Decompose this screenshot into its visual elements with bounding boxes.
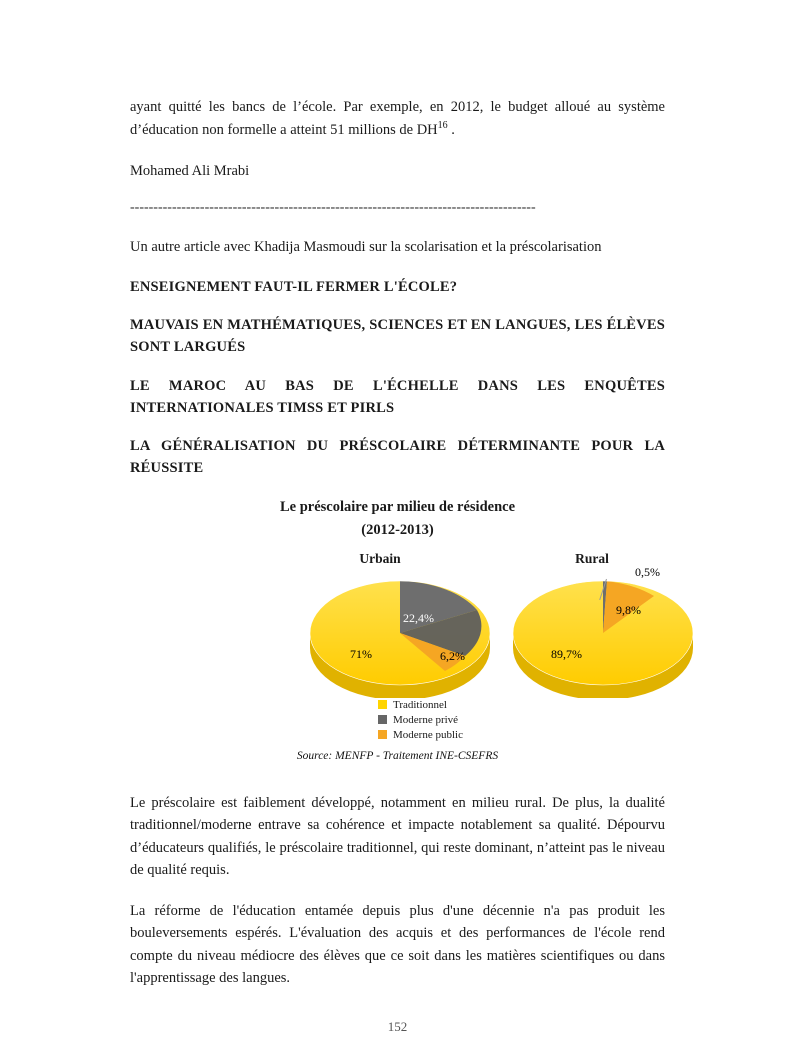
legend-item-moderne-prive [378,714,463,726]
legend-swatch-icon-traditionnel [378,700,387,709]
footnote-marker: 16 [437,120,448,132]
legend-label-moderne-public: Moderne public [393,728,463,741]
page-content [130,96,665,1008]
pie-svg-urbain [305,573,495,698]
pie-label-rural: Rural [575,550,609,566]
value-rural-moderne-public: 9,8% [616,602,641,617]
lead-paragraph: Un autre article avec Khadija Masmoudi sur la scolarisation et la préscolarisation [130,239,602,256]
chart-legend [378,699,463,744]
heading-2: MAUVAIS EN MATHÉMATIQUES, SCIENCES ET EN LANGUES, LES ÉLÈVES SONT LARGUÉS [130,317,665,356]
legend-label-moderne-prive: Moderne privé [393,713,459,726]
byline: Mohamed Ali Mrabi [130,162,250,179]
heading-4: LA GÉNÉRALISATION DU PRÉSCOLAIRE DÉTERMINANTE POUR LA RÉUSSITE [130,438,665,477]
legend-swatch-icon-moderne-public [378,730,387,739]
charts-row [130,550,665,741]
figure-subtitle: (2012-2013) [361,521,434,538]
body-text [130,792,665,990]
intro-paragraph [130,96,665,142]
figure-prescolaire [130,497,665,762]
legend-item-traditionnel [378,699,463,711]
intro-text: ayant quitté les bancs de l’école. Par exemple, en 2012, le budget alloué au système d’éducation non formelle a atteint 51 millions de DH [130,99,665,139]
legend-label-traditionnel: Traditionnel [393,698,447,711]
value-rural-moderne-prive: 0,5% [635,564,660,579]
value-rural-traditionnel: 89,7% [551,646,582,661]
figure-title: Le préscolaire par milieu de résidence [279,498,516,515]
pie-svg-rural [508,573,698,698]
figure-source: Source: MENFP - Traitement INE-CSEFRS [296,749,499,762]
legend-swatch-icon-moderne-prive [378,715,387,724]
body-paragraph-1: Le préscolaire est faiblement développé, notamment en milieu rural. De plus, la dualité traditionnel/moderne entrave sa cohérence et impacte notablement sa qualité. Dépourvu d’éducateurs qualifiés, le préscolaire traditionnel, qui reste dominant, n’atteint pas le niveau de qualité requis. [130,794,665,879]
pie-label-urbain: Urbain [359,550,401,566]
heading-3: LE MAROC AU BAS DE L'ÉCHELLE DANS LES ENQUÊTES INTERNATIONALES TIMSS ET PIRLS [130,377,665,416]
page-number: 152 [387,1019,408,1034]
intro-tail: . [451,122,455,139]
value-urbain-traditionnel: 71% [350,646,372,661]
section-divider: --------------------------------------------------------------------------------------- [130,200,536,216]
body-paragraph-2: La réforme de l'éducation entamée depuis plus d'une décennie n'a pas produit les bouleversements espérés. L'évaluation des acquis et des performances de l'école rend compte du niveau médiocre des élèves que ce soit dans les matières scientifiques ou dans l'apprentissage des langues. [130,902,665,987]
heading-1: ENSEIGNEMENT FAUT-IL FERMER L'ÉCOLE? [130,278,458,295]
value-urbain-moderne-prive: 22,4% [403,610,434,625]
pie-chart-urbain [305,573,495,698]
value-urbain-moderne-public: 6,2% [440,648,465,663]
pie-chart-rural [508,573,698,698]
legend-item-moderne-public [378,729,463,741]
